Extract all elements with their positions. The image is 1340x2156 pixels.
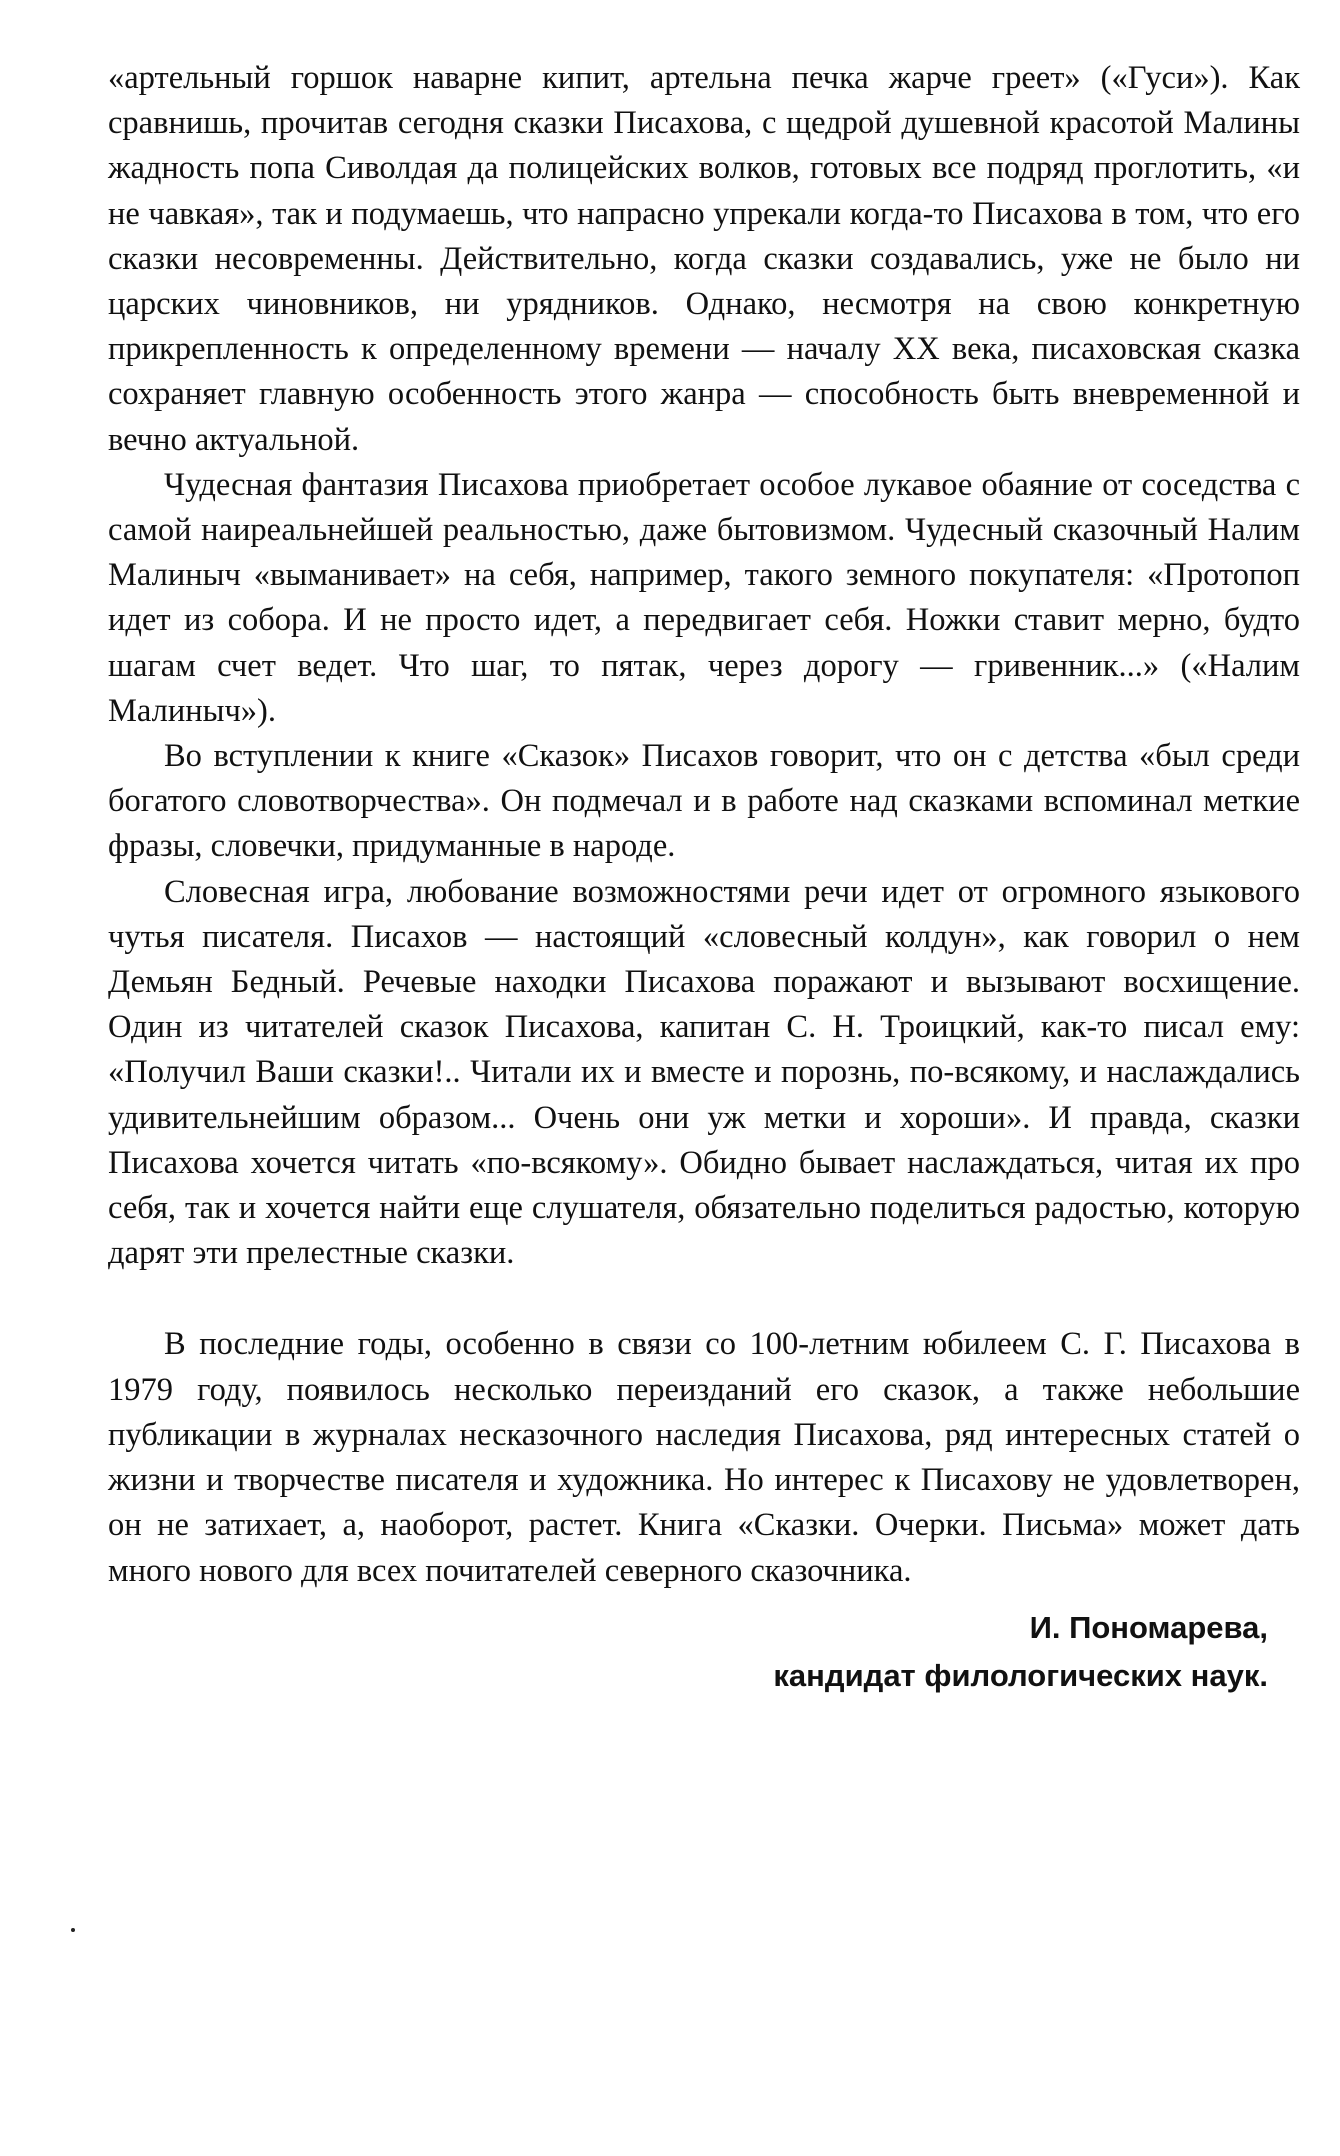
signature-name: И. Пономарева, [1029,1609,1268,1645]
paragraph-continued: «артельный горшок наварне кипит, артельна печка жарче греет» («Гуси»). Как сравнишь, прочитав сегодня сказки Писахова, с щедрой душевной красотой Малины жадность попа Сиволдая да полицейских волков, готовых все подряд проглотить, «и не чавкая», так и подумаешь, что напрасно упрекали когда-то Писахова в том, что его сказки несовременны. Действительно, когда сказки создавались, уже не было ни царских чиновников, ни урядников. Однако, несмотря на свою конкретную прикрепленность к определенному времени — началу XX века, писаховская сказка сохраняет главную особенность этого жанра — способность быть вневременной и вечно актуальной. [108,60,1300,458]
paragraph-word-play: Словесная игра, любование возможностями речи идет от огромного языкового чутья писателя. Писахов — настоящий «словесный колдун», как говорил о нем Демьян Бедный. Речевые находки Писахова поражают и вызывают восхищение. Один из читателей сказок Писахова, капитан С. Н. Троицкий, как-то писал ему: «Получил Ваши сказки!.. Читали их и вместе и порознь, по-всякому, и наслаждались удивительнейшим образом... Очень они уж метки и хороши». И правда, сказки Писахова хочется читать «по-всякому». Обидно бывает наслаждаться, читая их про себя, так и хочется найти еще слушателя, обязательно поделиться радостью, которую дарят эти прелестные сказки. [108,873,1300,1272]
paragraph-introduction: Во вступлении к книге «Сказок» Писахов говорит, что он с детства «был среди богатого словотворчества». Он подмечал и в работе над сказками вспоминал меткие фразы, словечки, придуманные в народе. [108,738,1300,865]
section-gap [108,1276,1300,1322]
print-speck [71,1928,75,1932]
paragraph-fantasy: Чудесная фантазия Писахова приобретает особое лукавое обаяние от соседства с самой наиреальнейшей реальностью, даже бытовизмом. Чудесный сказочный Налим Малиныч «выманивает» на себя, например, такого земного покупателя: «Протопоп идет из собора. И не просто идет, а передвигает себя. Ножки ставит мерно, будто шагам счет ведет. Что шаг, то пятак, через дорогу — гривенник...» («Налим Малиныч»). [108,466,1300,729]
signature-title: кандидат филологических наук. [773,1657,1268,1693]
paragraph-recent-years: В последние годы, особенно в связи со 100-летним юбилеем С. Г. Писахова в 1979 году, появилось несколько переизданий его сказок, а также небольшие публикации в журналах несказочного наследия Писахова, ряд интересных статей о жизни и творчестве писателя и художника. Но интерес к Писахову не удовлетворен, он не затихает, а, наоборот, растет. Книга «Сказки. Очерки. Письма» может дать много нового для всех почитателей северного сказочника. [108,1326,1300,1589]
signature-block [108,1604,1300,1700]
document-page [108,56,1300,1700]
